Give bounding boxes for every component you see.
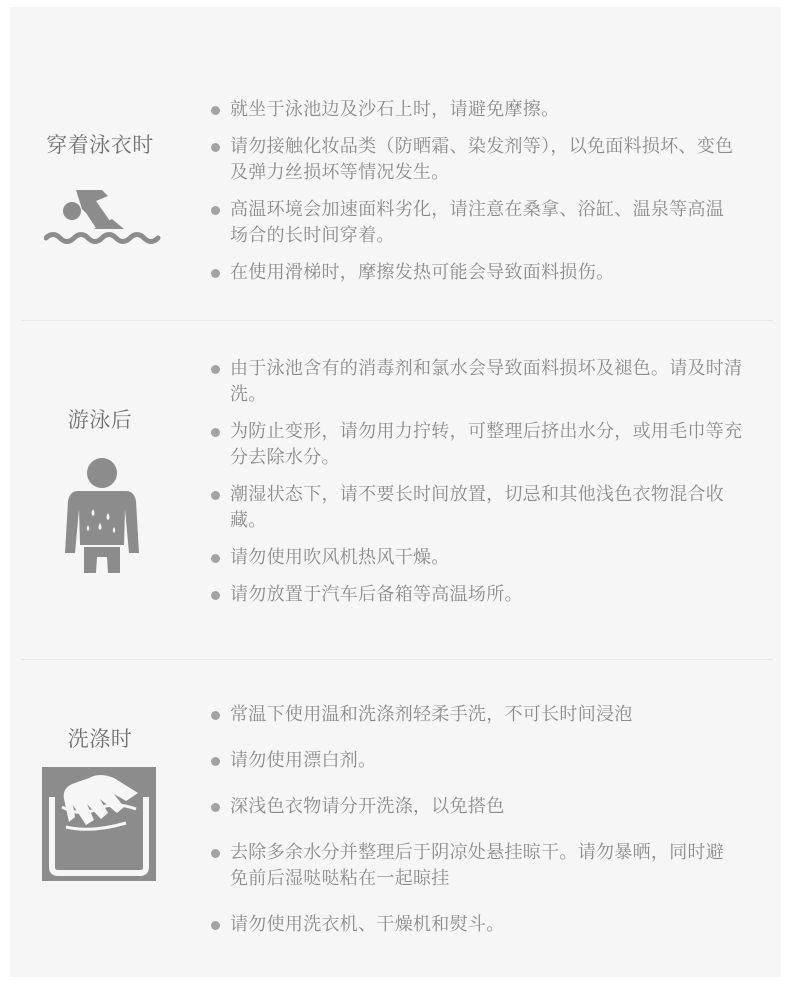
- bullet-dot: [211, 491, 220, 500]
- list-item: [211, 794, 741, 820]
- list-item: [211, 419, 746, 471]
- hand-wash-icon: [42, 767, 156, 881]
- list-item-text: 请勿放置于汽车后备箱等高温场所。: [230, 584, 523, 605]
- wet-person-icon: [64, 457, 140, 575]
- bullet-dot: [211, 206, 220, 215]
- list-item: [211, 482, 746, 534]
- swimwear-tips-list: [211, 97, 736, 286]
- list-item-text: 高温环境会加速面料劣化，请注意在桑拿、浴缸、温泉等高温场合的长时间穿着。: [230, 199, 725, 246]
- list-item-text: 为防止变形，请勿用力拧转，可整理后挤出水分，或用毛巾等充分去除水分。: [230, 421, 743, 468]
- list-item-text: 请勿接触化妆品类（防晒霜、染发剂等），以免面料损坏、变色及弹力丝损坏等情况发生。: [230, 136, 734, 183]
- bullet-dot: [211, 591, 220, 600]
- list-item: [211, 197, 736, 249]
- list-item-text: 常温下使用温和洗涤剂轻柔手洗，不可长时间浸泡: [230, 704, 633, 725]
- section-divider: [21, 320, 773, 321]
- care-instructions-card: [10, 7, 781, 977]
- list-item: [211, 702, 741, 728]
- bullet-dot: [211, 921, 220, 930]
- list-item: [211, 260, 736, 286]
- list-item-text: 请勿使用洗衣机、干燥机和熨斗。: [230, 914, 505, 935]
- bullet-dot: [211, 365, 220, 374]
- section-title-after-swim: 游泳后: [67, 408, 133, 432]
- list-item: [211, 840, 741, 892]
- list-item-text: 由于泳池含有的消毒剂和氯水会导致面料损坏及褪色。请及时清洗。: [230, 358, 743, 405]
- bullet-dot: [211, 269, 220, 278]
- section-divider: [21, 659, 773, 660]
- list-item: [211, 912, 741, 938]
- list-item: [211, 545, 746, 571]
- list-item-text: 潮湿状态下，请不要长时间放置，切忌和其他浅色衣物混合收藏。: [230, 484, 725, 531]
- list-item-text: 深浅色衣物请分开洗涤，以免搭色: [230, 796, 505, 817]
- list-item-text: 在使用滑梯时，摩擦发热可能会导致面料损伤。: [230, 262, 615, 283]
- bullet-dot: [211, 757, 220, 766]
- list-item-text: 就坐于泳池边及沙石上时，请避免摩擦。: [230, 99, 560, 120]
- list-item-text: 请勿使用漂白剂。: [230, 750, 377, 771]
- washing-tips-list: [211, 702, 741, 938]
- bullet-dot: [211, 803, 220, 812]
- bullet-dot: [211, 143, 220, 152]
- bullet-dot: [211, 428, 220, 437]
- after-swim-tips-list: [211, 356, 746, 608]
- section-title-swimwear: 穿着泳衣时: [46, 133, 154, 157]
- list-item: [211, 748, 741, 774]
- bullet-dot: [211, 711, 220, 720]
- bullet-dot: [211, 106, 220, 115]
- list-item: [211, 582, 746, 608]
- list-item: [211, 97, 736, 123]
- list-item-text: 去除多余水分并整理后于阴凉处悬挂晾干。请勿暴晒，同时避免前后湿哒哒粘在一起晾挂: [230, 842, 725, 889]
- section-title-washing: 洗涤时: [67, 727, 133, 751]
- list-item: [211, 134, 736, 186]
- swimmer-icon: [44, 185, 162, 251]
- bullet-dot: [211, 554, 220, 563]
- list-item: [211, 356, 746, 408]
- bullet-dot: [211, 849, 220, 858]
- list-item-text: 请勿使用吹风机热风干燥。: [230, 547, 450, 568]
